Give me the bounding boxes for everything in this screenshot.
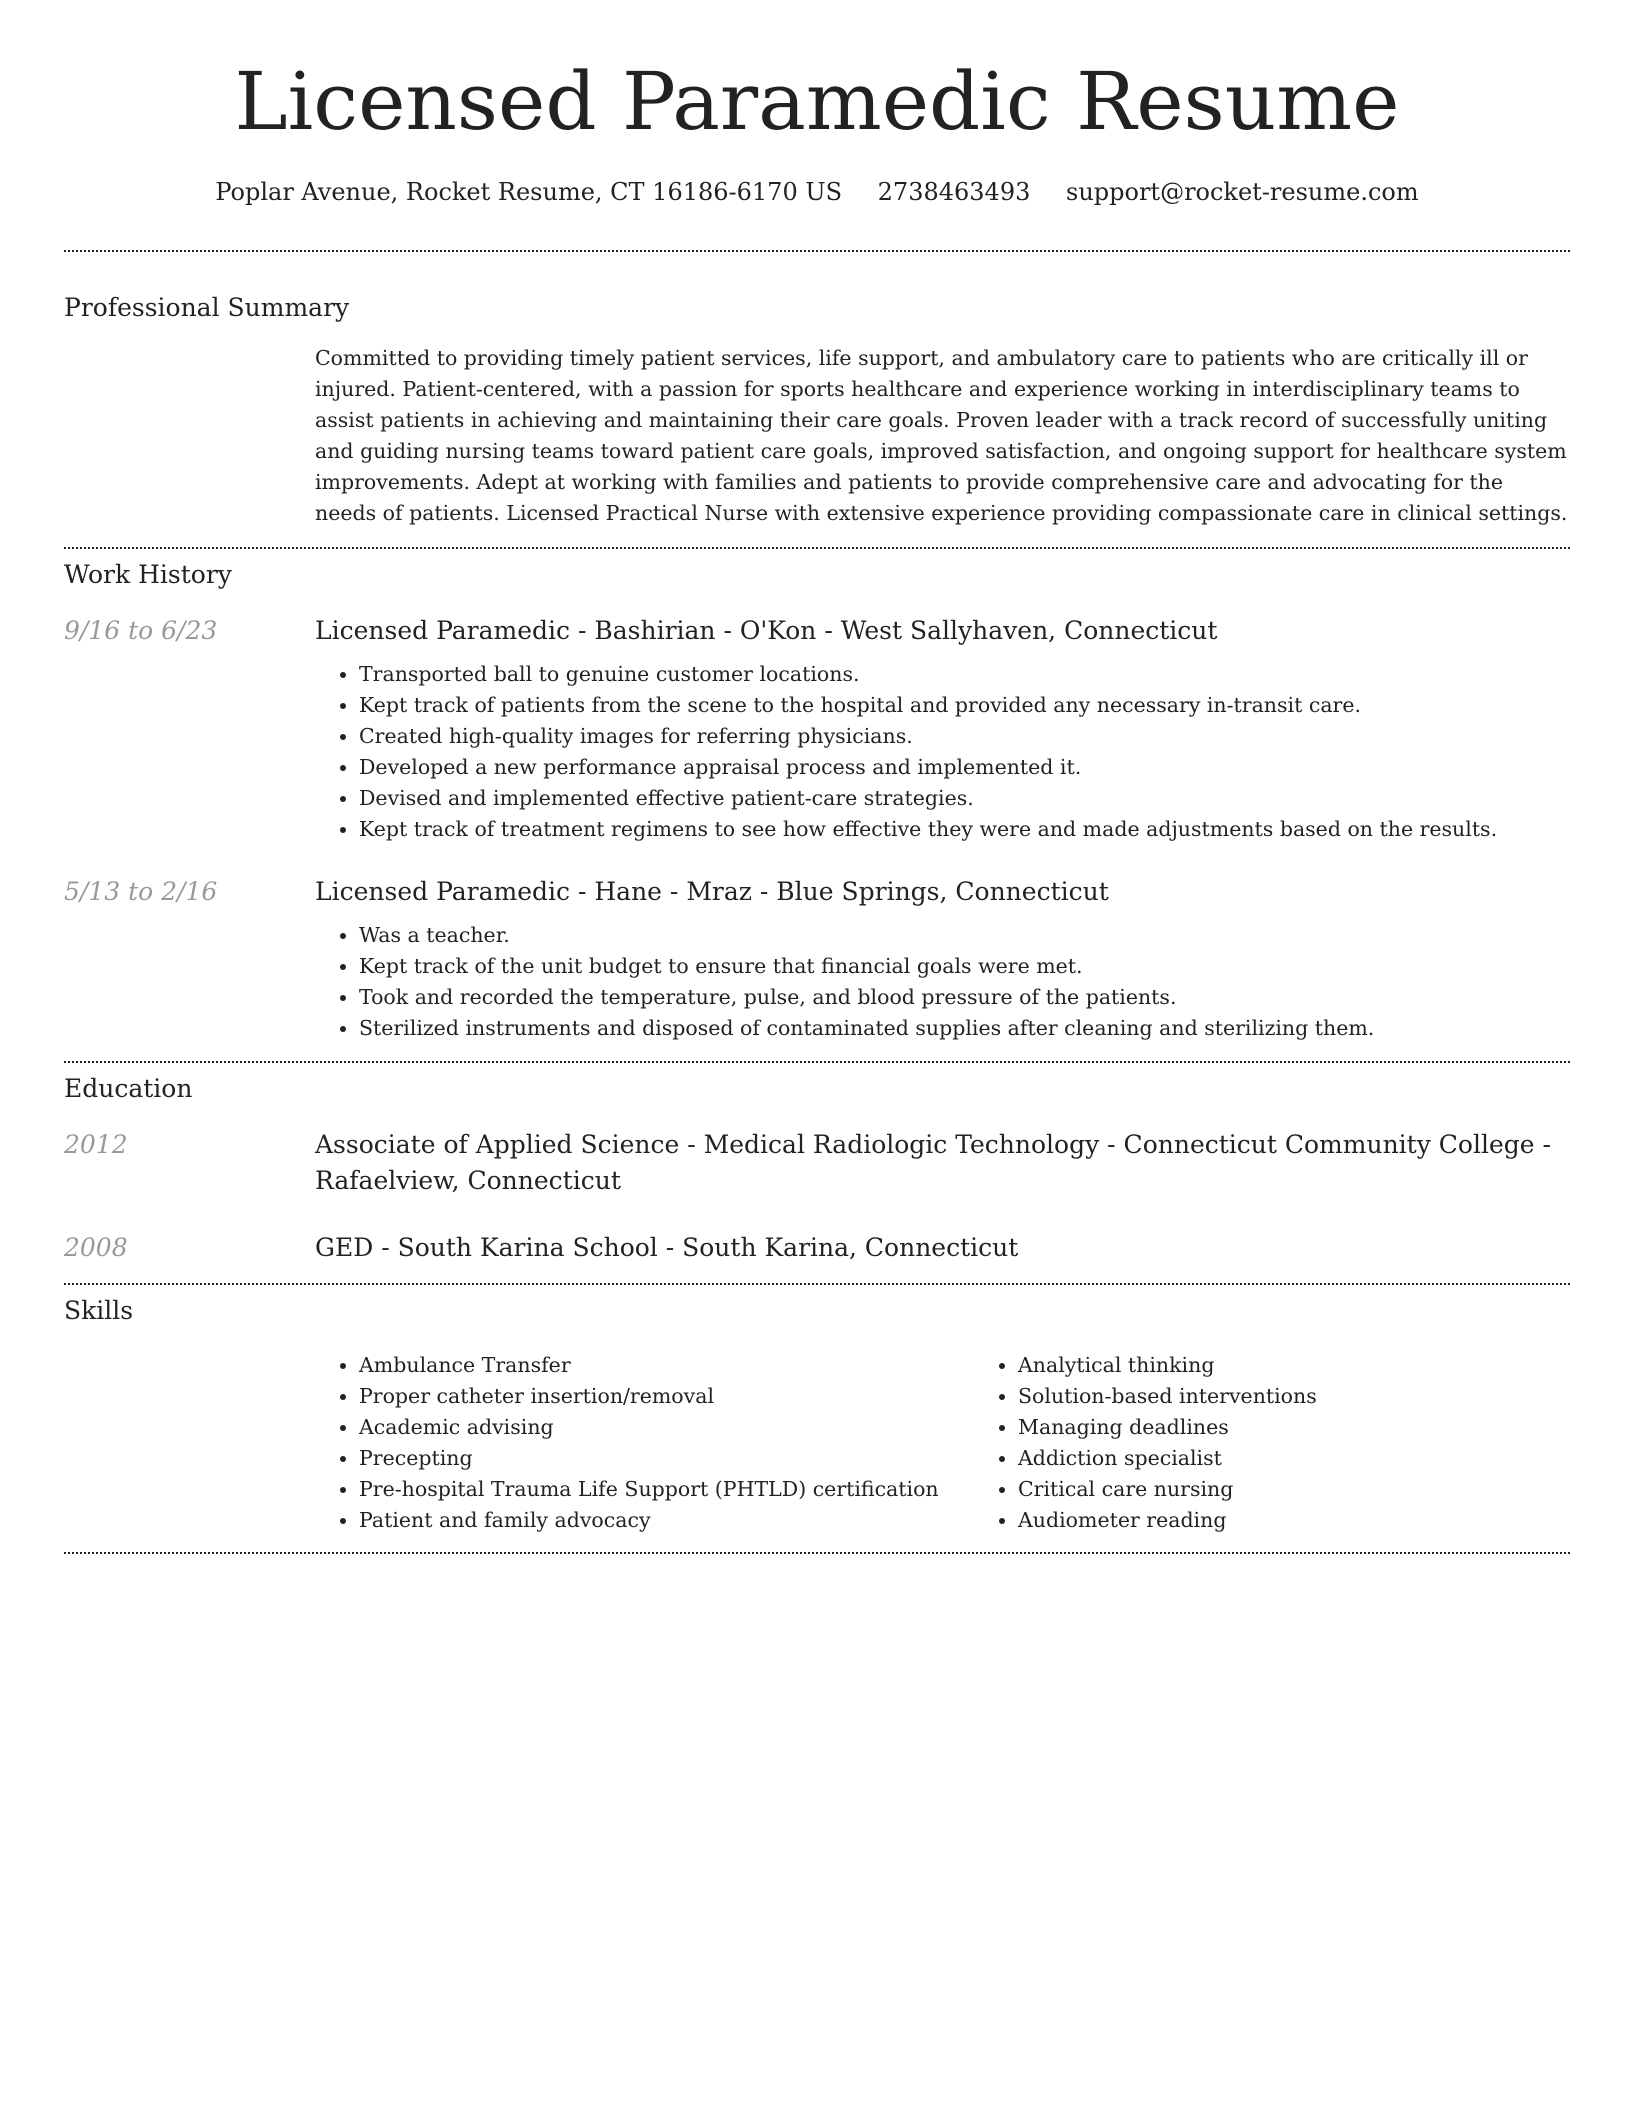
contact-address: Poplar Avenue, Rocket Resume, CT 16186-6170 US <box>215 178 843 206</box>
list-item: • Kept track of the unit budget to ensure that financial goals were met. <box>359 951 1570 982</box>
job-title <box>315 874 1570 910</box>
job-role: Licensed Paramedic <box>315 877 571 906</box>
education-school: - Connecticut Community College - Rafaelview, Connecticut <box>315 1130 1551 1195</box>
divider <box>64 1283 1570 1285</box>
skills-list-left <box>315 1350 974 1536</box>
skill-item: • Ambulance Transfer <box>359 1350 974 1381</box>
section-title-work: Work History <box>64 560 232 589</box>
skill-item: • Academic advising <box>359 1412 974 1443</box>
job-dates: 9/16 to 6/23 <box>64 616 218 645</box>
job-title <box>315 613 1570 649</box>
job-bullets <box>315 920 1570 1044</box>
list-item: • Sterilized instruments and disposed of contaminated supplies after cleaning and sterilizing them. <box>359 1013 1570 1044</box>
skill-item: • Addiction specialist <box>1018 1443 1632 1474</box>
skills-section <box>64 1295 1570 1536</box>
job-entry <box>64 613 1570 845</box>
list-item: • Transported ball to genuine customer locations. <box>359 659 1570 690</box>
resume-page <box>64 0 1570 1554</box>
divider <box>64 250 1570 252</box>
contact-email: support@rocket-resume.com <box>1066 178 1419 206</box>
skill-item: • Precepting <box>359 1443 974 1474</box>
education-school: - South Karina School - South Karina, Connecticut <box>373 1233 1019 1262</box>
divider <box>64 1552 1570 1554</box>
education-year: 2012 <box>64 1130 128 1159</box>
education-year: 2008 <box>64 1233 128 1262</box>
divider <box>64 547 1570 549</box>
skill-item: • Patient and family advocacy <box>359 1505 974 1536</box>
list-item: • Developed a new performance appraisal process and implemented it. <box>359 752 1570 783</box>
list-item: • Devised and implemented effective patient-care strategies. <box>359 783 1570 814</box>
skill-item: • Critical care nursing <box>1018 1474 1632 1505</box>
skills-columns <box>315 1350 1632 1536</box>
job-employer: - Bashirian - O'Kon - West Sallyhaven, Connecticut <box>570 616 1218 645</box>
skill-item: • Analytical thinking <box>1018 1350 1632 1381</box>
job-entry <box>64 874 1570 1044</box>
contact-phone: 2738463493 <box>877 178 1031 206</box>
list-item: • Took and recorded the temperature, pulse, and blood pressure of the patients. <box>359 982 1570 1013</box>
education-section <box>64 1073 1570 1266</box>
education-degree: Associate of Applied Science - Medical Radiologic Technology <box>315 1130 1100 1159</box>
resume-title: Licensed Paramedic Resume <box>234 55 1400 148</box>
work-section <box>64 559 1570 1044</box>
section-title-summary: Professional Summary <box>64 293 350 322</box>
job-role: Licensed Paramedic <box>315 616 571 645</box>
job-bullets <box>315 659 1570 845</box>
list-item: • Kept track of patients from the scene to the hospital and provided any necessary in-transit care. <box>359 690 1570 721</box>
skills-list-right <box>974 1350 1632 1536</box>
job-dates: 5/13 to 2/16 <box>64 877 218 906</box>
job-employer: - Hane - Mraz - Blue Springs, Connecticut <box>570 877 1109 906</box>
education-entry <box>64 1127 1570 1199</box>
list-item: • Created high-quality images for referring physicians. <box>359 721 1570 752</box>
summary-text: Committed to providing timely patient services, life support, and ambulatory care to patients who are critically ill or injured. Patient-centered, with a passion for sports healthcare and experience working in interdisciplinary teams to assist patients in achieving and maintaining their care goals. Proven leader with a track record of successfully uniting and guiding nursing teams toward patient care goals, improved satisfaction, and ongoing support for healthcare system improvements. Adept at working with families and patients to provide comprehensive care and advocating for the needs of patients. Licensed Practical Nurse with extensive experience providing compassionate care in clinical settings. <box>315 346 1568 525</box>
list-item: • Was a teacher. <box>359 920 1570 951</box>
education-entry <box>64 1230 1570 1266</box>
skill-item: • Proper catheter insertion/removal <box>359 1381 974 1412</box>
contact-line <box>64 176 1570 208</box>
skill-item: • Managing deadlines <box>1018 1412 1632 1443</box>
section-title-education: Education <box>64 1074 193 1103</box>
summary-section <box>64 292 1570 529</box>
list-item: • Kept track of treatment regimens to see how effective they were and made adjustments based on the results. <box>359 814 1570 845</box>
skill-item: • Solution-based interventions <box>1018 1381 1632 1412</box>
skill-item: • Audiometer reading <box>1018 1505 1632 1536</box>
education-degree: GED <box>315 1233 374 1262</box>
section-title-skills: Skills <box>64 1296 134 1325</box>
divider <box>64 1061 1570 1063</box>
skill-item: • Pre-hospital Trauma Life Support (PHTLD) certification <box>359 1474 974 1505</box>
